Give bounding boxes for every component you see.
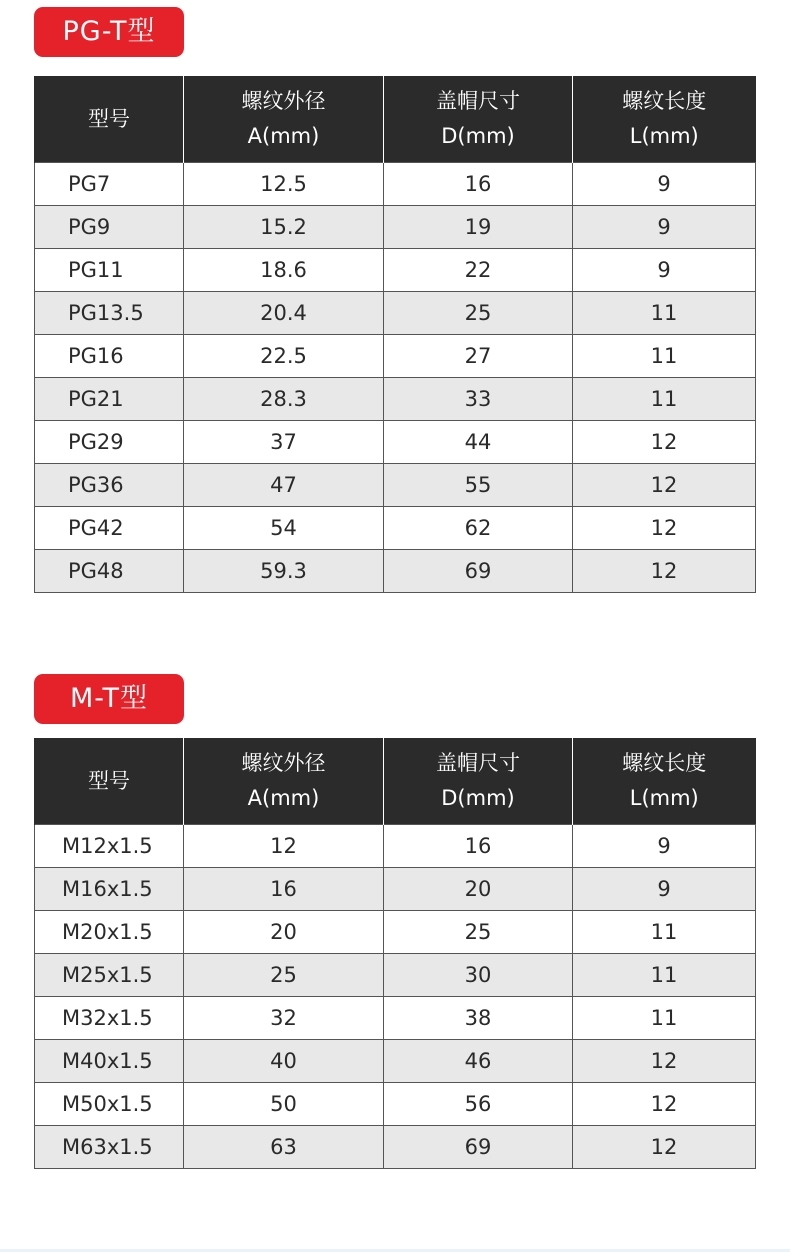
header-thread-diameter: 螺纹外径 A(mm) — [184, 76, 384, 163]
cell-thread-length: 11 — [573, 911, 756, 954]
cell-thread-length: 12 — [573, 550, 756, 593]
cell-cap-size: 46 — [384, 1040, 573, 1083]
cell-thread-diameter: 20.4 — [184, 292, 384, 335]
table-row — [35, 507, 756, 550]
cell-model: PG36 — [35, 464, 184, 507]
table-row — [35, 378, 756, 421]
cell-thread-diameter: 59.3 — [184, 550, 384, 593]
cell-thread-diameter: 54 — [184, 507, 384, 550]
table-row — [35, 292, 756, 335]
cell-thread-length: 11 — [573, 335, 756, 378]
cell-cap-size: 33 — [384, 378, 573, 421]
cell-thread-diameter: 32 — [184, 997, 384, 1040]
cell-cap-size: 27 — [384, 335, 573, 378]
table-row — [35, 249, 756, 292]
cell-thread-length: 9 — [573, 825, 756, 868]
cell-thread-diameter: 22.5 — [184, 335, 384, 378]
cell-cap-size: 19 — [384, 206, 573, 249]
cell-cap-size: 55 — [384, 464, 573, 507]
cell-model: M20x1.5 — [35, 911, 184, 954]
cell-thread-length: 11 — [573, 997, 756, 1040]
header-model: 型号 — [35, 76, 184, 163]
pg-t-badge: PG-T型 — [34, 7, 184, 57]
cell-thread-length: 11 — [573, 292, 756, 335]
cell-thread-length: 12 — [573, 421, 756, 464]
cell-cap-size: 16 — [384, 825, 573, 868]
m-t-spec-table — [34, 738, 756, 1169]
cell-thread-length: 9 — [573, 249, 756, 292]
cell-cap-size: 16 — [384, 163, 573, 206]
cell-thread-length: 9 — [573, 868, 756, 911]
cell-model: M40x1.5 — [35, 1040, 184, 1083]
cell-thread-diameter: 12 — [184, 825, 384, 868]
cell-thread-length: 12 — [573, 1126, 756, 1169]
cell-thread-diameter: 50 — [184, 1083, 384, 1126]
cell-thread-diameter: 18.6 — [184, 249, 384, 292]
cell-model: M32x1.5 — [35, 997, 184, 1040]
table-row — [35, 825, 756, 868]
cell-cap-size: 62 — [384, 507, 573, 550]
cell-model: M50x1.5 — [35, 1083, 184, 1126]
cell-cap-size: 20 — [384, 868, 573, 911]
header-thread-length: 螺纹长度 L(mm) — [573, 76, 756, 163]
header-cap-size: 盖帽尺寸 D(mm) — [384, 738, 573, 825]
cell-thread-diameter: 20 — [184, 911, 384, 954]
cell-thread-length: 9 — [573, 163, 756, 206]
cell-model: PG42 — [35, 507, 184, 550]
table-row — [35, 868, 756, 911]
table-row — [35, 335, 756, 378]
cell-model: PG48 — [35, 550, 184, 593]
cell-cap-size: 69 — [384, 550, 573, 593]
cell-model: PG29 — [35, 421, 184, 464]
cell-thread-length: 11 — [573, 954, 756, 997]
cell-thread-length: 12 — [573, 1040, 756, 1083]
cell-thread-length: 12 — [573, 464, 756, 507]
table-row — [35, 911, 756, 954]
cell-cap-size: 38 — [384, 997, 573, 1040]
m-t-badge: M-T型 — [34, 674, 184, 724]
table-header-row — [35, 738, 756, 825]
cell-thread-length: 12 — [573, 507, 756, 550]
table-row — [35, 550, 756, 593]
cell-thread-length: 9 — [573, 206, 756, 249]
header-model: 型号 — [35, 738, 184, 825]
cell-cap-size: 25 — [384, 911, 573, 954]
cell-model: PG13.5 — [35, 292, 184, 335]
cell-cap-size: 44 — [384, 421, 573, 464]
cell-cap-size: 30 — [384, 954, 573, 997]
cell-model: M63x1.5 — [35, 1126, 184, 1169]
cell-thread-diameter: 25 — [184, 954, 384, 997]
cell-cap-size: 22 — [384, 249, 573, 292]
cell-cap-size: 25 — [384, 292, 573, 335]
cell-model: PG21 — [35, 378, 184, 421]
cell-thread-diameter: 47 — [184, 464, 384, 507]
cell-model: PG7 — [35, 163, 184, 206]
table-header-row — [35, 76, 756, 163]
cell-thread-diameter: 15.2 — [184, 206, 384, 249]
table-row — [35, 997, 756, 1040]
cell-thread-diameter: 16 — [184, 868, 384, 911]
cell-model: PG16 — [35, 335, 184, 378]
table-row — [35, 206, 756, 249]
header-thread-length: 螺纹长度 L(mm) — [573, 738, 756, 825]
table-row — [35, 1126, 756, 1169]
cell-thread-length: 11 — [573, 378, 756, 421]
cell-model: M16x1.5 — [35, 868, 184, 911]
table-row — [35, 464, 756, 507]
cell-model: M25x1.5 — [35, 954, 184, 997]
cell-cap-size: 69 — [384, 1126, 573, 1169]
header-thread-diameter: 螺纹外径 A(mm) — [184, 738, 384, 825]
table-row — [35, 1083, 756, 1126]
table-row — [35, 1040, 756, 1083]
cell-model: M12x1.5 — [35, 825, 184, 868]
cell-thread-diameter: 40 — [184, 1040, 384, 1083]
table-row — [35, 421, 756, 464]
cell-model: PG11 — [35, 249, 184, 292]
pg-t-spec-table — [34, 76, 756, 593]
cell-thread-length: 12 — [573, 1083, 756, 1126]
table-row — [35, 954, 756, 997]
cell-thread-diameter: 63 — [184, 1126, 384, 1169]
cell-thread-diameter: 12.5 — [184, 163, 384, 206]
table-row — [35, 163, 756, 206]
cell-thread-diameter: 37 — [184, 421, 384, 464]
cell-cap-size: 56 — [384, 1083, 573, 1126]
header-cap-size: 盖帽尺寸 D(mm) — [384, 76, 573, 163]
cell-model: PG9 — [35, 206, 184, 249]
cell-thread-diameter: 28.3 — [184, 378, 384, 421]
